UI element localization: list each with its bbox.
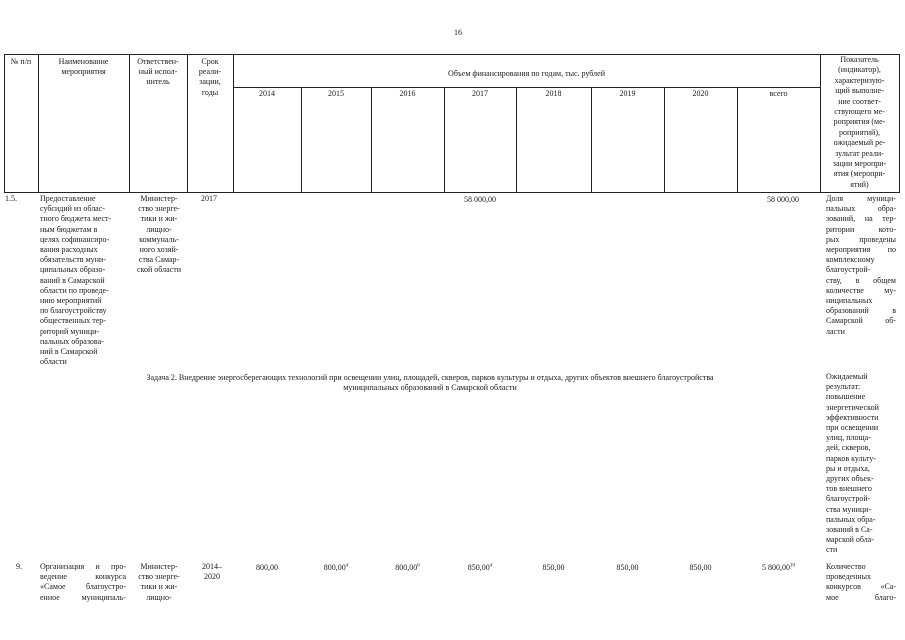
- row-9-amount-2020: 850,00: [689, 563, 712, 572]
- header-term: Срок реали- зации, годы: [198, 57, 222, 97]
- years-header-line: [233, 87, 820, 88]
- task-2-heading: Задача 2. Внедрение энергосберегающих технологий при освещении улиц, площадей, скверов, парков культуры и отдыха, других объектов внешнего благоустройства муниципальных образований в Самарской области: [146, 373, 714, 392]
- row-9-total: 5 800,00$^{10}$: [762, 563, 795, 572]
- header-total: всего: [769, 89, 788, 98]
- header-indicator: Показатель (индикатор), характеризую- щий выполне- ние соответ- ствующего ме- роприятия (ме- роприятий), ожидаемый ре- зультат реали- зации меропри- ятия (меропри- ятий): [832, 55, 887, 189]
- page-number: 16: [454, 28, 462, 37]
- row-1-5-total: 58 000,00: [767, 195, 799, 204]
- col-line-2017: [444, 87, 445, 193]
- row-9-amount-2015: 800,00$^4$: [323, 563, 349, 572]
- row-1-5-term: 2017: [201, 194, 217, 203]
- header-name: Наименование мероприятия: [58, 57, 109, 77]
- header-num: № п/п: [10, 57, 32, 66]
- row-9-term: 2014– 2020: [202, 562, 222, 582]
- row-1-5-num: 1.5.: [5, 194, 17, 203]
- col-line-2015: [301, 87, 302, 193]
- row-9-responsible: Министер- ство энерге- тики и жи- лищно-: [138, 562, 180, 602]
- col-line-right: [899, 54, 900, 193]
- row-9-amount-2018: 850,00: [542, 563, 565, 572]
- table-top-border: [4, 54, 900, 55]
- header-year-2016: 2016: [399, 89, 416, 98]
- header-year-2020: 2020: [692, 89, 709, 98]
- header-year-2019: 2019: [619, 89, 636, 98]
- row-9-name: Организация и про- ведение конкурса «Самое благоустро- енное муниципаль-: [40, 562, 126, 602]
- row-1-5-responsible: Министер- ство энерге- тики и жи- лищно- коммуналь- ного хозяй- ства Самар- ской области: [136, 194, 182, 275]
- task-2-indicator: Ожидаемый результат: повышение энергетической эффективности при освещении улиц, площа- дей, скверов, парков культу- ры и отдыха, других объек- тов внешнего благоустрой- ства муници- пальных обра- зований в Са- марской обла- сти: [826, 372, 879, 555]
- col-line-total: [737, 87, 738, 193]
- col-line-2018: [516, 87, 517, 193]
- row-9-num: 9.: [16, 562, 22, 571]
- row-1-5-indicator: Доля муници- пальных обра- зований, на тер- ритории кото- рых проведены мероприятия по комплексному благоустрой- ству, в общем количестве му- ниципальных образований в Самарской об- ласти: [826, 194, 896, 336]
- col-line-2019: [591, 87, 592, 193]
- row-9-indicator: Количество проведенных конкурсов «Са- мое благо-: [826, 562, 896, 602]
- header-year-2014: 2014: [259, 89, 275, 98]
- row-9-amount-2016: 800,00$^6$: [395, 563, 420, 572]
- header-year-2018: 2018: [545, 89, 562, 98]
- header-bottom-border: [4, 192, 900, 193]
- header-year-2017: 2017: [472, 89, 488, 98]
- row-9-amount-2014: 800,00: [256, 563, 278, 572]
- col-line-2016: [371, 87, 372, 193]
- header-responsible: Ответствен- ный испол- нитель: [137, 57, 179, 87]
- row-1-5-amount-2017: 58 000,00: [464, 195, 496, 204]
- row-9-amount-2019: 850,00: [616, 563, 639, 572]
- row-1-5-name: Предоставление субсидий из облас- тного бюджета мест- ным бюджетам в целях софинансиро- вания расходных обязательств муни- ципальных образо- ваний в Самарской области по проведе- нию мероприятий по благоустройству общественных тер- риторий муници- пальных образова- ний в Самарской области: [40, 194, 112, 367]
- col-line-left: [4, 54, 5, 193]
- row-9-amount-2017: 850,00$^4$: [467, 563, 493, 572]
- header-financing: Объем финансирования по годам, тыс. рублей: [448, 69, 605, 78]
- header-year-2015: 2015: [328, 89, 344, 98]
- col-line-2020: [664, 87, 665, 193]
